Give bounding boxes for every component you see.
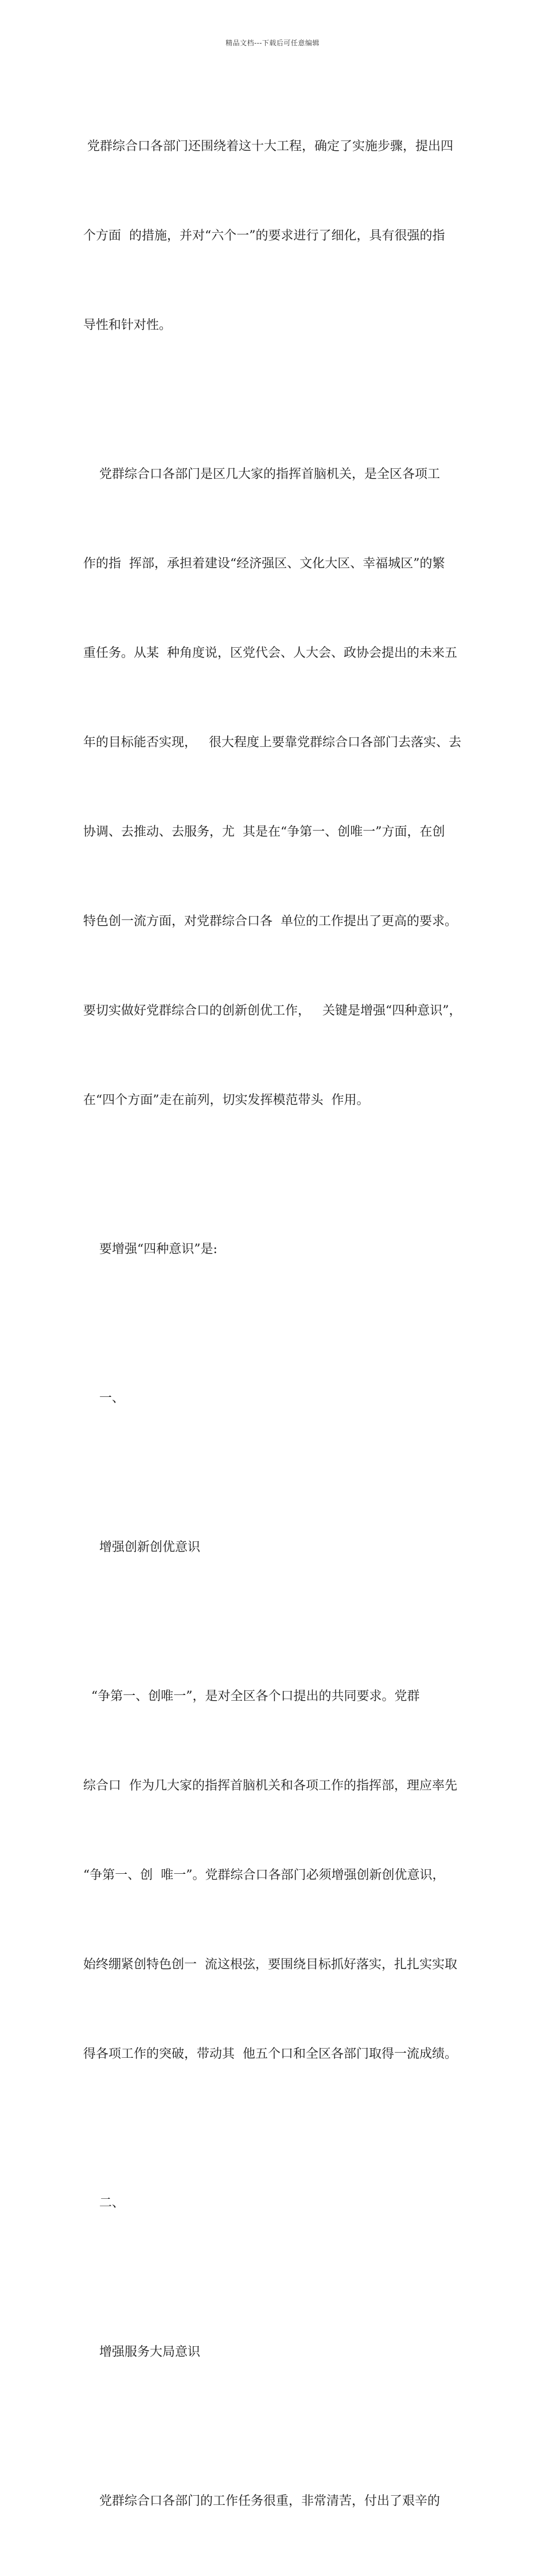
text-line: 增强创新创优意识 [83,1540,200,1555]
paragraph-2 [83,400,468,1175]
text-line: 要切实做好党群综合口的创新创优工作， 关键是增强“四种意识”， [83,1004,462,1018]
text-line: 在“四个方面”走在前列，切实发挥模范带头 作用。 [83,1093,369,1107]
paragraph-4 [83,1622,468,2129]
paragraph-5 [83,2427,468,2576]
text-line: 重任务。从某 种角度说，区党代会、人大会、政协会提出的未来五 [83,646,457,660]
section-heading-1 [83,1473,468,1622]
text-line: 增强服务大局意识 [83,2345,200,2359]
text-line: 作的指 挥部，承担着建设“经济强区、文化大区、幸福城区”的繁 [83,557,445,571]
text-line: 协调、去推动、去服务，尤 其是在“争第一、创唯一”方面，在创 [83,825,445,839]
text-line: 始终绷紧创特色创一 流这根弦，要围绕目标抓好落实，扎扎实实取 [83,1958,457,1972]
text-line: 综合口 作为几大家的指挥首脑机关和各项工作的指挥部，理应率先 [83,1779,457,1793]
text-line: 特色创一流方面，对党群综合口各 单位的工作提出了更高的要求。 [83,914,457,929]
section-number-1 [83,1324,468,1473]
text-line: 党群综合口各部门的工作任务很重，非常清苦，付出了艰辛的 [83,2494,440,2508]
text-line: “争第一、创唯一”，是对全区各个口提出的共同要求。党群 [83,1689,420,1704]
text-line: 党群综合口各部门还围绕着这十大工程，确定了实施步骤，提出四 [83,139,453,154]
text-line: 得各项工作的突破，带动其 他五个口和全区各部门取得一流成绩。 [83,2047,457,2061]
section-heading-2 [83,2278,468,2427]
text-line: “争第一、创 唯一”。党群综合口各部门必须增强创新创优意识， [83,1868,445,1882]
document-body [83,72,468,2576]
text-line: 党群综合口各部门是区几大家的指挥首脑机关，是全区各项工 [83,467,440,481]
paragraph-3 [83,1175,468,1324]
section-number-2 [83,2129,468,2278]
text-line: 要增强“四种意识”是: [83,1242,217,1256]
text-line: 导性和针对性。 [83,318,172,332]
paragraph-1 [83,72,468,400]
page-header: 精品文档---下载后可任意编辑 [225,39,320,47]
text-line: 年的目标能否实现， 很大程度上要靠党群综合口各部门去落实、去 [83,735,461,750]
text-line: 个方面 的措施，并对“六个一”的要求进行了细化，具有很强的指 [83,229,445,243]
text-line: 一、 [83,1391,124,1406]
text-line: 二、 [83,2196,124,2210]
